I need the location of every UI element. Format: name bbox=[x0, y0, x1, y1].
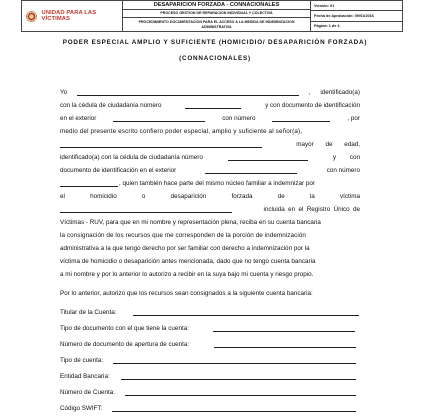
text-yo: Yo bbox=[60, 89, 68, 96]
attorney-name-blank[interactable] bbox=[60, 141, 262, 148]
field-doc-type bbox=[60, 325, 189, 332]
para2-line bbox=[60, 290, 360, 297]
text-registro-unico: incluida en el Registro Único de bbox=[263, 206, 360, 213]
name-blank[interactable] bbox=[77, 89, 299, 96]
para1-line10 bbox=[60, 206, 360, 213]
victim-name-blank[interactable] bbox=[60, 206, 232, 213]
word-desaparicion: desaparición bbox=[170, 193, 207, 200]
attorney-foreign-number-blank[interactable] bbox=[60, 180, 118, 187]
word-o: o bbox=[141, 193, 146, 200]
document-title: PODER ESPECIAL AMPLIO Y SUFICIENTE (HOMICIDIO/ DESAPARICIÓN FORZADA) bbox=[62, 39, 368, 46]
text-con-numero: con número bbox=[222, 115, 256, 122]
text-ruv: Víctimas - RUV, para que en mi nombre y representación plena, reciba en su cuenta bancaria bbox=[60, 219, 321, 226]
header-process: PROCESO GESTION DE REPARACION INDIVIDUAL Y COLECTIVA bbox=[123, 10, 310, 19]
text-con-numero-2: con número bbox=[326, 167, 360, 174]
para1-line11 bbox=[60, 219, 360, 226]
text-por: , por bbox=[347, 115, 360, 122]
text-exterior: en el exterior bbox=[60, 115, 97, 122]
field-account-holder bbox=[60, 309, 116, 316]
para1-line4 bbox=[60, 128, 360, 135]
header-page-info: Página: 1 de 4 bbox=[314, 24, 340, 29]
header-document-name: DESAPARICION FORZADA - CONNACIONALES bbox=[123, 1, 310, 10]
text-nucleo-familiar: , quien también hace parte del mismo núcleo familiar a indemnizar por bbox=[119, 180, 316, 187]
label-bank: Entidad Bancaria: bbox=[60, 373, 110, 380]
text-consignacion: la consignación de los recursos que me corresponden de la porción de indemnización bbox=[60, 232, 306, 239]
text-identificado-cedula: identificado(a) con la cédula de ciudadanía número bbox=[60, 154, 203, 161]
label-account-type: Tipo de cuenta: bbox=[60, 357, 104, 364]
label-swift: Código SWIFT: bbox=[60, 405, 103, 412]
text-doc-exterior: documento de identificación en el exterior bbox=[60, 167, 177, 174]
attorney-foreign-doc-blank[interactable] bbox=[205, 167, 297, 174]
text-administrativa: administrativa a la que tengo derecho por ser familiar con derecho a indemnización por la bbox=[60, 245, 310, 252]
para1-line2 bbox=[60, 102, 360, 109]
word-el: el bbox=[60, 193, 65, 200]
account-holder-input[interactable] bbox=[133, 309, 359, 316]
field-bank bbox=[60, 373, 110, 380]
text-identificado: identificado(a) bbox=[320, 89, 360, 96]
para1-line1 bbox=[60, 89, 360, 96]
word-victima: víctima bbox=[340, 193, 360, 200]
attorney-cedula-blank[interactable] bbox=[228, 154, 308, 161]
logo-text: UNIDAD PARA LAS VÍCTIMAS bbox=[41, 10, 97, 22]
doc-type-input[interactable] bbox=[213, 325, 355, 332]
text-autorizo: Por lo anterior, autorizo que los recursos sean consignados a la siguiente cuenta bancaria: bbox=[60, 290, 313, 297]
field-account-number bbox=[60, 389, 115, 396]
header-meta-cell bbox=[311, 1, 402, 31]
para1-line5 bbox=[60, 141, 360, 148]
header-procedure: PROCEDIMIENTO DOCUMENTACION PARA EL ACCESO A LA MEDIDA DE INDEMNIZACION ADMINISTRATIVA bbox=[138, 20, 295, 29]
cedula-blank[interactable] bbox=[185, 102, 241, 109]
text-documento: y con documento de identificación bbox=[265, 102, 360, 109]
header-approval-date: Fecha de Aprobación: 09/01/2016 bbox=[311, 11, 402, 21]
para1-line14 bbox=[60, 258, 360, 265]
para1-line15 bbox=[60, 271, 360, 278]
coat-of-arms-icon bbox=[26, 11, 37, 22]
header-version: Versión: 01 bbox=[311, 1, 402, 11]
text-comma: , bbox=[308, 89, 311, 96]
field-swift bbox=[60, 405, 102, 412]
para1-line12 bbox=[60, 232, 360, 239]
text-a-mi-nombre: a mi nombre y por lo anterior lo autorizo a recibir en la suya bajo mi cuenta y riesgo propio. bbox=[60, 271, 314, 278]
field-doc-number bbox=[60, 341, 189, 348]
label-doc-number: Número de documento de apertura de cuenta: bbox=[60, 341, 190, 348]
document-subtitle: (CONNACIONALES) bbox=[179, 55, 251, 62]
header-title-cell bbox=[123, 1, 311, 31]
para1-line13 bbox=[60, 245, 360, 252]
label-account-holder: Titular de la Cuenta: bbox=[60, 309, 117, 316]
para1-line6 bbox=[60, 154, 360, 161]
document-header bbox=[21, 0, 403, 32]
header-logo-cell bbox=[22, 1, 123, 31]
text-y-con: y con bbox=[332, 154, 360, 161]
swift-input[interactable] bbox=[112, 405, 356, 412]
label-doc-type: Tipo de documento con el que tiene la cuenta: bbox=[60, 325, 189, 332]
para1-line9 bbox=[60, 193, 360, 200]
para1-line3 bbox=[60, 115, 360, 122]
word-homicidio: homicidio bbox=[90, 193, 117, 200]
label-account-number: Número de Cuenta: bbox=[60, 389, 115, 396]
foreign-doc-blank[interactable] bbox=[113, 115, 205, 122]
text-victima-homicidio: víctima de homicidio o desaparición antes mencionada, dado que no tengo cuenta bancaria bbox=[60, 258, 316, 265]
para1-line8 bbox=[60, 180, 360, 187]
word-de: de bbox=[277, 193, 285, 200]
text-cedula: con la cédula de ciudadanía número bbox=[60, 102, 162, 109]
text-confiero-poder: medio del presente escrito confiero poder especial, amplio y suficiente al señor(a), bbox=[60, 128, 303, 135]
foreign-number-blank[interactable] bbox=[272, 115, 330, 122]
text-mayor-edad: mayor de edad, bbox=[296, 141, 360, 148]
account-type-input[interactable] bbox=[113, 357, 356, 364]
account-number-input[interactable] bbox=[125, 389, 356, 396]
doc-number-input[interactable] bbox=[214, 341, 356, 348]
para1-line7 bbox=[60, 167, 360, 174]
field-account-type bbox=[60, 357, 103, 364]
word-la: la bbox=[309, 193, 315, 200]
word-forzada: forzada bbox=[231, 193, 253, 200]
bank-input[interactable] bbox=[121, 373, 356, 380]
